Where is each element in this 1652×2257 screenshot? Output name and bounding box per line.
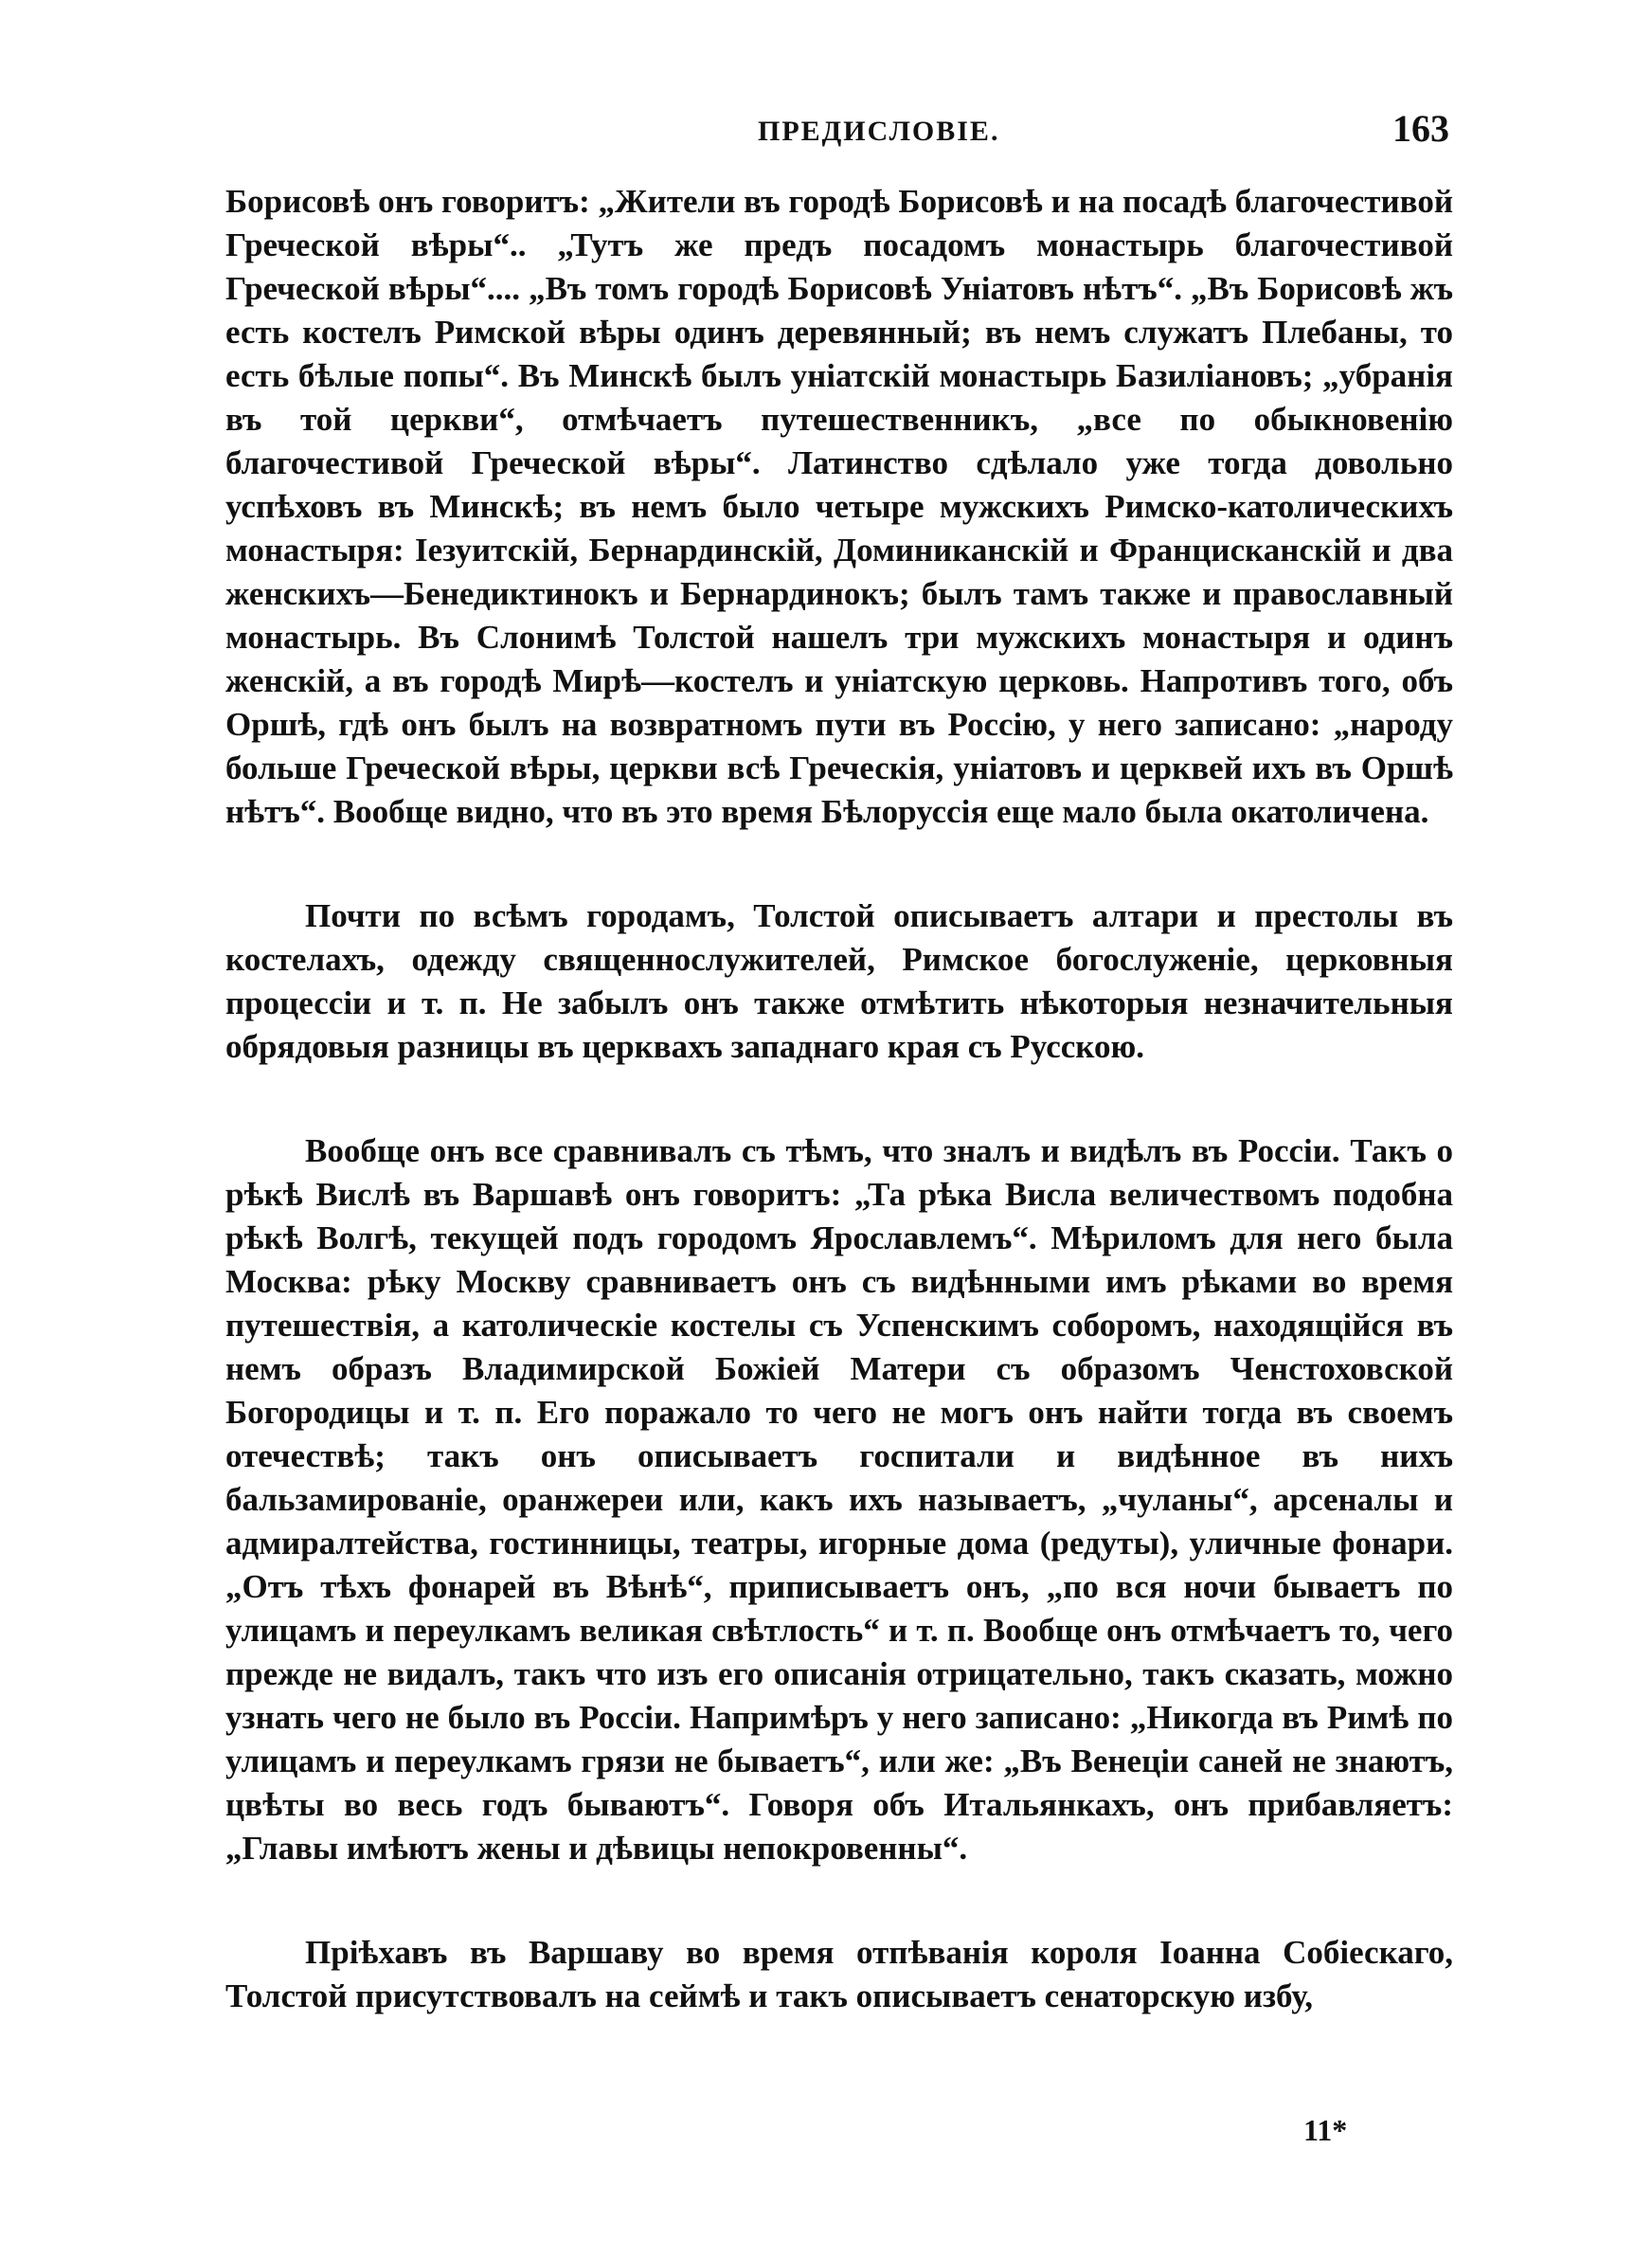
running-title: ПРЕДИСЛОВІЕ. bbox=[758, 116, 1000, 147]
paragraph-4: Пріѣхавъ въ Варшаву во время отпѣванія короля Іоанна Собіескаго, Толстой присутствовалъ на сеймѣ и такъ описываетъ сенаторскую избу, bbox=[225, 1934, 1453, 2014]
signature-mark: 11* bbox=[1303, 2113, 1348, 2147]
paragraph-3: Вообще онъ все сравнивалъ съ тѣмъ, что зналъ и видѣлъ въ Россіи. Такъ о рѣкѣ Вислѣ въ Варшавѣ онъ говоритъ: „Та рѣка Висла величествомъ подобна рѣкѣ Волгѣ, текущей подъ городомъ Ярославлемъ“. Мѣриломъ для него была Москва: рѣку Москву сравниваетъ онъ съ видѣнными имъ рѣками во время путешествія, а католическіе костелы съ Успенскимъ соборомъ, находящійся въ немъ образъ Владимирской Божіей Матери съ образомъ Ченстоховской Богородицы и т. п. Его поражало то чего не могъ онъ найти тогда въ своемъ отечествѣ; такъ онъ описываетъ госпитали и видѣнное въ нихъ бальзамированіе, оранжереи или, какъ ихъ называетъ, „чуланы“, арсеналы и адмиралтейства, гостинницы, театры, игорные дома (редуты), уличные фонари. „Отъ тѣхъ фонарей въ Вѣнѣ“, приписываетъ онъ, „по вся ночи бываетъ по улицамъ и переулкамъ великая свѣтлость“ и т. п. Вообще онъ отмѣчаетъ то, чего прежде не видалъ, такъ что изъ его описанія отрицательно, такъ сказать, можно узнать чего не было въ Россіи. Напримѣръ у него записано: „Никогда въ Римѣ по улицамъ и переулкамъ грязи не бываетъ“, или же: „Въ Венеціи саней не знаютъ, цвѣты во весь годъ бываютъ“. Говоря объ Итальянкахъ, онъ прибавляетъ: „Главы имѣютъ жены и дѣвицы непокровенны“. bbox=[225, 1132, 1453, 1867]
paragraph-2: Почти по всѣмъ городамъ, Толстой описываетъ алтари и престолы въ костелахъ, одежду священнослужителей, Римское богослуженіе, церковныя процессіи и т. п. Не забылъ онъ также отмѣтить нѣкоторыя незначительныя обрядовыя разницы въ церквахъ западнаго края съ Русскою. bbox=[225, 897, 1453, 1065]
paragraph-1: Борисовѣ онъ говоритъ: „Жители въ городѣ Борисовѣ и на посадѣ благочестивой Греческой вѣры“.. „Тутъ же предъ посадомъ монастырь благочестивой Греческой вѣры“.... „Въ томъ городѣ Борисовѣ Уніатовъ нѣтъ“. „Въ Борисовѣ жъ есть костелъ Римской вѣры одинъ деревянный; въ немъ служатъ Плебаны, то есть бѣлые попы“. Въ Минскѣ былъ уніатскій монастырь Базиліановъ; „убранія въ той церкви“, отмѣчаетъ путешественникъ, „все по обыкновенію благочестивой Греческой вѣры“. Латинство сдѣлало уже тогда довольно успѣховъ въ Минскѣ; въ немъ было четыре мужскихъ Римско-католическихъ монастыря: Іезуитскій, Бернардинскій, Доминиканскій и Францисканскій и два женскихъ—Бенедиктинокъ и Бернардинокъ; былъ тамъ также и православный монастырь. Въ Слонимѣ Толстой нашелъ три мужскихъ монастыря и одинъ женскій, а въ городѣ Мирѣ—костелъ и уніатскую церковь. Напротивъ того, объ Оршѣ, гдѣ онъ былъ на возвратномъ пути въ Россію, у него записано: „народу больше Греческой вѣры, церкви всѣ Греческія, уніатовъ и церквей ихъ въ Оршѣ нѣтъ“. Вообще видно, что въ это время Бѣлоруссія еще мало была окатоличена. bbox=[225, 183, 1453, 830]
page-number: 163 bbox=[1392, 107, 1449, 150]
body-text bbox=[225, 180, 1453, 2018]
running-head bbox=[0, 102, 1652, 159]
